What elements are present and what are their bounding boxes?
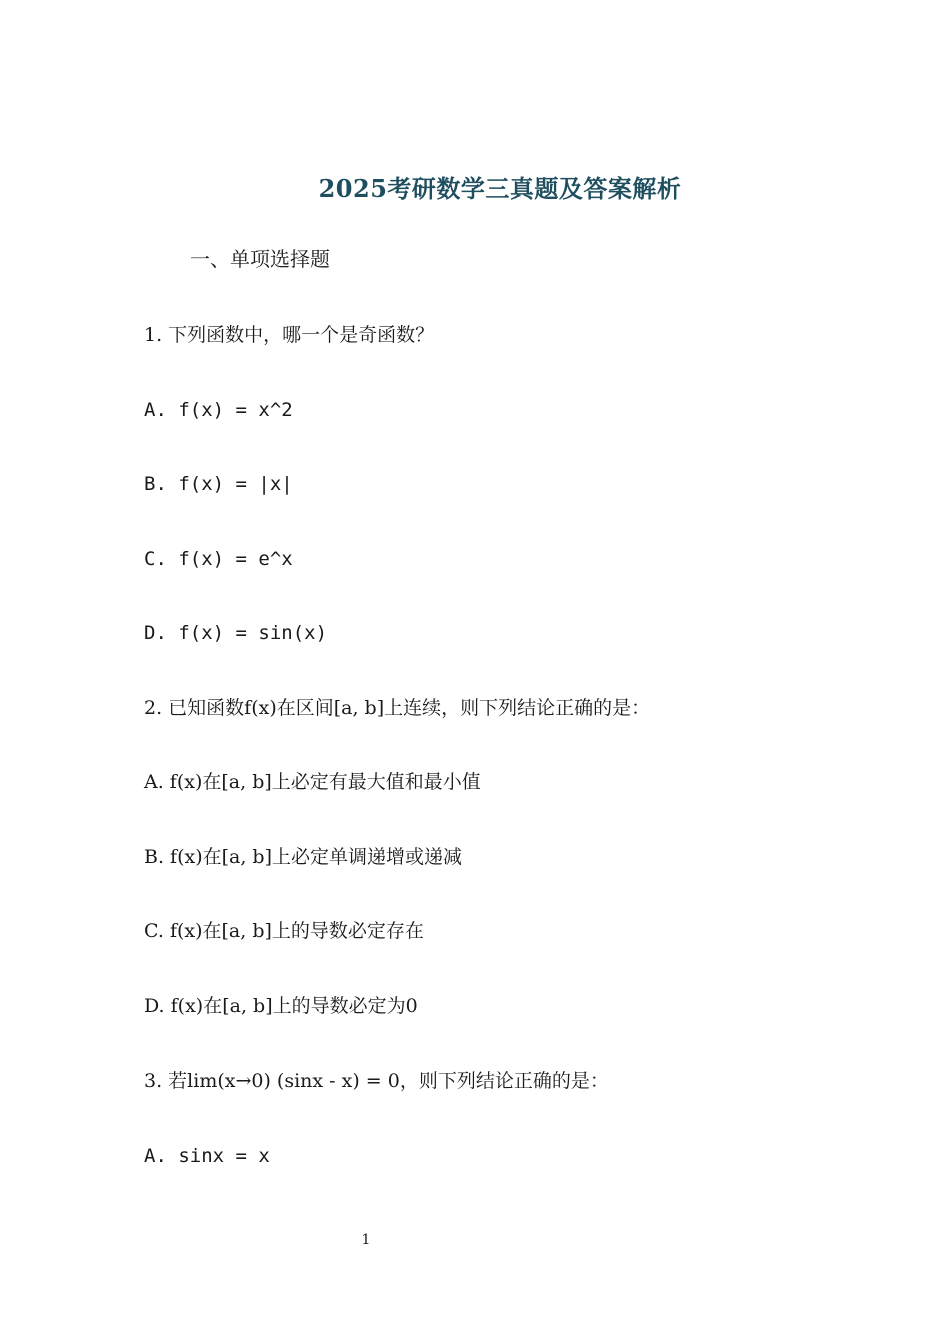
question-1: 1. 下列函数中，哪一个是奇函数？ — [144, 324, 435, 346]
section-heading: 一、单项选择题 — [190, 247, 330, 271]
question-3: 3. 若lim(x→0) (sinx - x) = 0，则下列结论正确的是： — [144, 1070, 609, 1092]
question-2: 2. 已知函数f(x)在区间[a, b]上连续，则下列结论正确的是： — [144, 697, 651, 719]
option-1c: C. f(x) = e^x — [144, 548, 293, 570]
option-3a: A. sinx = x — [144, 1145, 270, 1167]
option-2b: B. f(x)在[a, b]上必定单调递增或递减 — [144, 846, 463, 868]
option-2a: A. f(x)在[a, b]上必定有最大值和最小值 — [144, 771, 481, 793]
option-1a: A. f(x) = x^2 — [144, 399, 293, 421]
option-1d: D. f(x) = sin(x) — [144, 622, 328, 644]
option-1b: B. f(x) = |x| — [144, 473, 293, 495]
page-title: 2025考研数学三真题及答案解析 — [318, 174, 682, 203]
option-2c: C. f(x)在[a, b]上的导数必定存在 — [144, 920, 424, 942]
page-number: 1 — [361, 1232, 371, 1248]
option-2d: D. f(x)在[a, b]上的导数必定为0 — [144, 995, 418, 1017]
